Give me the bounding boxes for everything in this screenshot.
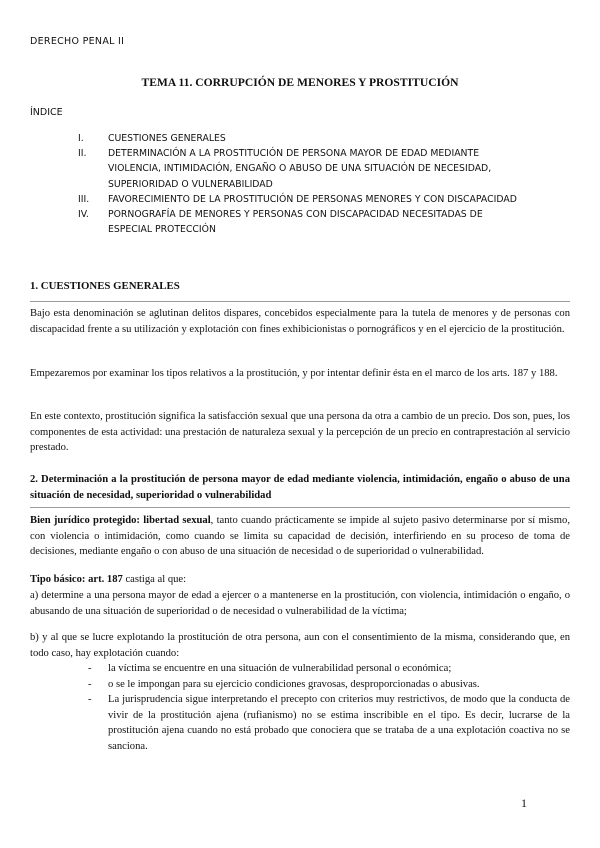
page-number: 1 [521, 796, 527, 810]
list-item-text: la víctima se encuentre en una situación de vulnerabilidad personal o económica; [108, 663, 452, 674]
list-item-text: o se le impongan para su ejercicio condiciones gravosas, desproporcionadas o abusivas. [108, 678, 480, 690]
section-1-title: 1. CUESTIONES GENERALES [30, 280, 180, 292]
list-item [88, 692, 570, 754]
toc-item [78, 131, 518, 146]
page-header: DERECHO PENAL II [30, 36, 125, 47]
section-1-paragraph-2: Empezaremos por examinar los tipos relativos a la prostitución, y por intentar definir ésta en el marco de los arts. 187 y 188. [30, 368, 558, 379]
list-dash: - [88, 663, 92, 674]
legal-interest-text: , tanto cuando prácticamente se impide al sujeto pasivo determinarse por sí mismo, con violencia o intimidación, como cuando se limita su capacidad de decisión, interfiriendo en su proceso de toma de decisiones, mediante engaño o con abuso de una situación de necesidad o de superioridad o vulnerabilidad. [30, 515, 570, 558]
section-2-divider [30, 507, 570, 508]
toc-item-text: FAVORECIMIENTO DE LA PROSTITUCIÓN DE PERSONAS MENORES Y CON DISCAPACIDAD [108, 193, 517, 205]
toc-item-number: I. [78, 133, 84, 144]
exploitation-list [88, 661, 570, 755]
list-item-text: La jurisprudencia sigue interpretando el precepto con criterios muy restrictivos, de modo que la conducta de vivir de la prostitución ajena (rufianismo) no se estima inscribible en el tipo. Es decir, lucrarse de la prostitución ajena cuando no está probado que conociera que se trataba de a una explotación coactiva no se sanciona. [108, 694, 570, 752]
toc-item-text: PORNOGRAFÍA DE MENORES Y PERSONAS CON DISCAPACIDAD NECESITADAS DE ESPECIAL PROTECCIÓN [108, 209, 483, 236]
toc-item-text: DETERMINACIÓN A LA PROSTITUCIÓN DE PERSONA MAYOR DE EDAD MEDIANTE VIOLENCIA, INTIMIDACIÓN, ENGAÑO O ABUSO DE UNA SITUACIÓN DE NECESIDAD, SUPERIORIDAD O VULNERABILIDAD [108, 148, 492, 190]
section-1-paragraph-3: En este contexto, prostitución significa la satisfacción sexual que una persona da otra a cambio de un precio. Dos son, pues, los componentes de esta actividad: una prestación de naturaleza sexual y la percepción de un precio en contraprestación al servicio prestado. [30, 411, 570, 454]
toc-item [78, 146, 518, 192]
legal-interest-label: Bien jurídico protegido: libertad sexual [30, 515, 211, 526]
toc-item-number: III. [78, 193, 90, 205]
item-b: b) y al que se lucre explotando la prostitución de otra persona, aun con el consentimiento de la misma, considerando que, en todo caso, hay explotación cuando: [30, 632, 570, 659]
section-2-basic-type [30, 572, 570, 588]
item-a: a) determine a una persona mayor de edad a ejercer o a mantenerse en la prostitución, con violencia, intimidación o engaño, o abusando de una situación de superioridad o de necesidad o vulnerabilidad de la víctima; [30, 590, 570, 617]
list-dash: - [88, 694, 92, 706]
section-2-title: 2. Determinación a la prostitución de persona mayor de edad mediante violencia, intimidación, engaño o abuso de una situación de necesidad, superioridad o vulnerabilidad [30, 474, 570, 501]
document-title: TEMA 11. CORRUPCIÓN DE MENORES Y PROSTITUCIÓN [141, 76, 459, 89]
list-item [88, 661, 570, 677]
basic-type-text: castiga al que: [122, 574, 187, 585]
toc-item [78, 207, 518, 237]
basic-type-label: Tipo básico: art. 187 [30, 574, 123, 585]
toc-item [78, 192, 518, 207]
list-dash: - [88, 678, 92, 690]
table-of-contents [78, 131, 518, 237]
toc-item-number: IV. [78, 209, 89, 221]
toc-item-number: II. [78, 148, 87, 160]
toc-item-text: CUESTIONES GENERALES [108, 133, 226, 144]
section-1-divider [30, 301, 570, 302]
index-label: ÍNDICE [30, 107, 63, 118]
list-item [88, 677, 570, 693]
section-2-legal-interest [30, 513, 570, 560]
section-1-paragraph-1: Bajo esta denominación se aglutinan delitos dispares, concebidos especialmente para la tutela de menores y de personas con discapacidad frente a su utilización y explotación con fines exhibicionistas o pornográficos y en el ejercicio de la prostitución. [30, 308, 570, 335]
